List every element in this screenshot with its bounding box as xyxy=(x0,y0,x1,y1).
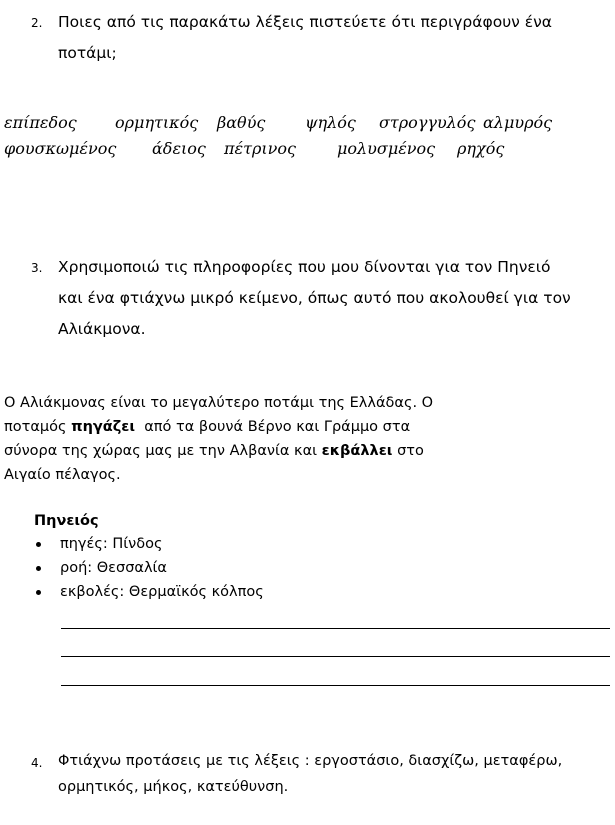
word-option: ψηλός xyxy=(305,113,356,132)
word-option: ρηχός xyxy=(457,139,505,158)
word-option: στρογγυλός xyxy=(379,113,476,132)
bold-term: πηγάζει xyxy=(71,419,136,435)
word-option: βαθύς xyxy=(217,113,266,132)
word-option: άδειος xyxy=(152,139,206,158)
question-4-number: 4. xyxy=(31,756,43,770)
question-3-number: 3. xyxy=(31,261,43,275)
list-item: εκβολές: Θερμαϊκός κόλπος xyxy=(34,580,264,604)
writing-line[interactable] xyxy=(61,656,610,657)
example-paragraph-line-1: Ο Αλιάκμονας είναι το μεγαλύτερο ποτάμι της Ελλάδας. Ο xyxy=(4,395,434,411)
pineios-facts-list xyxy=(34,532,264,604)
question-4-text-line-2: ορμητικός, μήκος, κατεύθυνση. xyxy=(58,779,289,795)
question-3-text-line-2: και ένα φτιάχνω μικρό κείμενο, όπως αυτό που ακολουθεί για τον xyxy=(58,289,571,307)
list-item: ροή: Θεσσαλία xyxy=(34,556,264,580)
question-2-text-line-2: ποτάμι; xyxy=(58,44,117,62)
word-option: φουσκωμένος xyxy=(4,139,117,158)
word-option: ορμητικός xyxy=(115,113,199,132)
question-4-text-line-1: Φτιάχνω προτάσεις με τις λέξεις : εργοστάσιο, διασχίζω, μεταφέρω, xyxy=(58,753,563,769)
example-paragraph-line-2: ποταμός πηγάζει από τα βουνά Βέρνο και Γράμμο στα xyxy=(4,419,411,435)
writing-line[interactable] xyxy=(61,685,610,686)
example-paragraph-line-3: σύνορα της χώρας μας με την Αλβανία και εκβάλλει στο xyxy=(4,443,424,459)
question-2-text-line-1: Ποιες από τις παρακάτω λέξεις πιστεύετε ότι περιγράφουν ένα xyxy=(58,13,553,31)
question-3-text-line-1: Χρησιμοποιώ τις πληροφορίες που μου δίνονται για τον Πηνειό xyxy=(58,258,551,276)
question-2-number: 2. xyxy=(31,16,43,30)
question-3-text-line-3: Αλιάκμονα. xyxy=(58,320,146,338)
writing-line[interactable] xyxy=(61,628,610,629)
bold-term: εκβάλλει xyxy=(321,443,393,459)
word-option: μολυσμένος xyxy=(337,139,436,158)
word-option: επίπεδος xyxy=(4,113,77,132)
example-paragraph-line-4: Αιγαίο πέλαγος. xyxy=(4,467,121,483)
word-option: πέτρινος xyxy=(224,139,296,158)
word-option: αλμυρός xyxy=(483,113,553,132)
list-item: πηγές: Πίνδος xyxy=(34,532,264,556)
pineios-title: Πηνειός xyxy=(34,513,99,529)
